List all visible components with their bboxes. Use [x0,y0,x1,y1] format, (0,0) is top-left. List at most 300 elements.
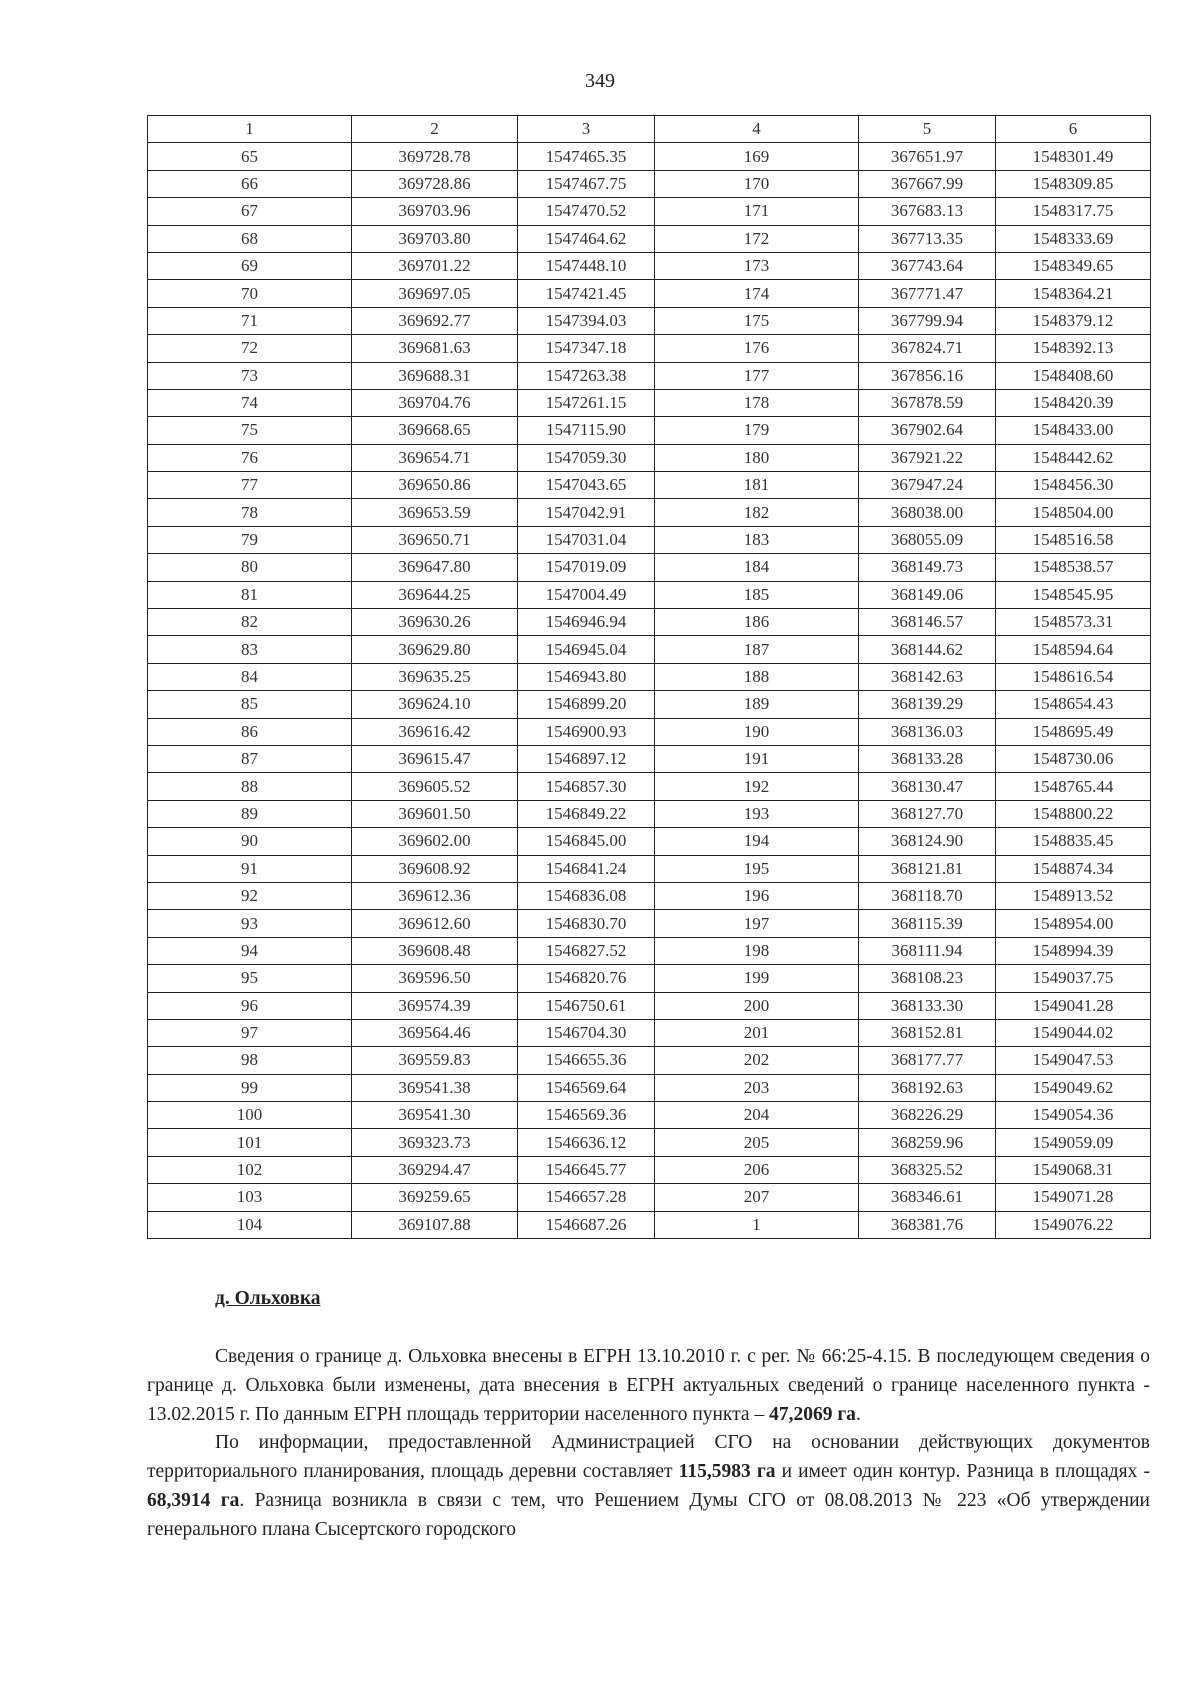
table-cell: 369294.47 [352,1156,518,1183]
table-cell: 368325.52 [859,1156,996,1183]
table-cell: 1547019.09 [518,554,655,581]
table-cell: 79 [148,526,352,553]
table-cell: 68 [148,225,352,252]
table-cell: 1546849.22 [518,800,655,827]
table-cell: 369564.46 [352,1019,518,1046]
table-cell: 1548800.22 [996,800,1151,827]
table-cell: 1547470.52 [518,198,655,225]
table-row [148,307,1151,334]
table-cell: 1548913.52 [996,882,1151,909]
table-row [148,1211,1151,1238]
table-cell: 1547448.10 [518,252,655,279]
table-cell: 369259.65 [352,1184,518,1211]
table-cell: 99 [148,1074,352,1101]
table-cell: 369703.80 [352,225,518,252]
table-cell: 368142.63 [859,663,996,690]
table-cell: 1548545.95 [996,581,1151,608]
table-cell: 1548695.49 [996,718,1151,745]
table-cell: 65 [148,143,352,170]
table-cell: 369323.73 [352,1129,518,1156]
table-cell: 91 [148,855,352,882]
table-cell: 369728.86 [352,170,518,197]
table-row [148,828,1151,855]
table-cell: 368127.70 [859,800,996,827]
table-cell: 189 [655,691,859,718]
table-cell: 190 [655,718,859,745]
table-cell: 1548349.65 [996,252,1151,279]
table-cell: 1546899.20 [518,691,655,718]
column-header: 6 [996,116,1151,143]
table-cell: 81 [148,581,352,608]
table-cell: 202 [655,1047,859,1074]
column-header: 1 [148,116,352,143]
table-cell: 95 [148,965,352,992]
column-header: 5 [859,116,996,143]
table-cell: 367683.13 [859,198,996,225]
table-row [148,937,1151,964]
table-cell: 367743.64 [859,252,996,279]
table-cell: 369644.25 [352,581,518,608]
table-cell: 1546830.70 [518,910,655,937]
table-cell: 1548616.54 [996,663,1151,690]
table-cell: 369630.26 [352,609,518,636]
table-cell: 1546820.76 [518,965,655,992]
table-cell: 1546946.94 [518,609,655,636]
table-cell: 1546900.93 [518,718,655,745]
table-cell: 90 [148,828,352,855]
column-header: 4 [655,116,859,143]
table-cell: 172 [655,225,859,252]
table-cell: 1548301.49 [996,143,1151,170]
table-cell: 368226.29 [859,1102,996,1129]
table-row [148,198,1151,225]
table-cell: 66 [148,170,352,197]
table-row [148,855,1151,882]
table-cell: 1 [655,1211,859,1238]
table-cell: 367713.35 [859,225,996,252]
table-cell: 368115.39 [859,910,996,937]
table-cell: 1548516.58 [996,526,1151,553]
table-cell: 77 [148,472,352,499]
section-body [147,1343,1150,1545]
table-cell: 1548538.57 [996,554,1151,581]
table-cell: 1548835.45 [996,828,1151,855]
table-cell: 185 [655,581,859,608]
table-cell: 1546687.26 [518,1211,655,1238]
table-cell: 369559.83 [352,1047,518,1074]
table-cell: 369608.92 [352,855,518,882]
table-cell: 98 [148,1047,352,1074]
table-cell: 1547467.75 [518,170,655,197]
table-cell: 1546569.36 [518,1102,655,1129]
table-cell: 369629.80 [352,636,518,663]
table-cell: 182 [655,499,859,526]
table-cell: 368192.63 [859,1074,996,1101]
table-cell: 1547263.38 [518,362,655,389]
table-cell: 205 [655,1129,859,1156]
table-cell: 1547261.15 [518,389,655,416]
table-cell: 67 [148,198,352,225]
table-row [148,581,1151,608]
table-cell: 192 [655,773,859,800]
table-cell: 1549041.28 [996,992,1151,1019]
table-cell: 199 [655,965,859,992]
table-cell: 1548317.75 [996,198,1151,225]
table-cell: 1547421.45 [518,280,655,307]
table-cell: 369650.71 [352,526,518,553]
table-row [148,143,1151,170]
table-cell: 368130.47 [859,773,996,800]
table-cell: 83 [148,636,352,663]
table-row [148,718,1151,745]
table-cell: 74 [148,389,352,416]
table-cell: 1549068.31 [996,1156,1151,1183]
table-cell: 94 [148,937,352,964]
table-cell: 87 [148,745,352,772]
table-cell: 173 [655,252,859,279]
table-cell: 1548433.00 [996,417,1151,444]
table-cell: 368152.81 [859,1019,996,1046]
table-cell: 196 [655,882,859,909]
table-cell: 195 [655,855,859,882]
table-cell: 368133.30 [859,992,996,1019]
table-cell: 180 [655,444,859,471]
table-cell: 369541.38 [352,1074,518,1101]
table-cell: 1547347.18 [518,335,655,362]
table-cell: 1546704.30 [518,1019,655,1046]
table-cell: 367878.59 [859,389,996,416]
table-cell: 368149.06 [859,581,996,608]
table-cell: 1549059.09 [996,1129,1151,1156]
table-cell: 1547059.30 [518,444,655,471]
table-cell: 97 [148,1019,352,1046]
table-cell: 1547004.49 [518,581,655,608]
table-row [148,170,1151,197]
table-cell: 86 [148,718,352,745]
table-cell: 88 [148,773,352,800]
coordinates-table [147,115,1151,1239]
table-cell: 368346.61 [859,1184,996,1211]
table-cell: 1549037.75 [996,965,1151,992]
table-cell: 368144.62 [859,636,996,663]
table-cell: 1548654.43 [996,691,1151,718]
table-cell: 100 [148,1102,352,1129]
table-row [148,663,1151,690]
table-cell: 368055.09 [859,526,996,553]
table-cell: 368177.77 [859,1047,996,1074]
table-cell: 369688.31 [352,362,518,389]
table-cell: 1548364.21 [996,280,1151,307]
table-cell: 193 [655,800,859,827]
table-cell: 177 [655,362,859,389]
table-cell: 368121.81 [859,855,996,882]
table-cell: 93 [148,910,352,937]
table-cell: 103 [148,1184,352,1211]
table-cell: 368136.03 [859,718,996,745]
table-cell: 76 [148,444,352,471]
table-cell: 368381.76 [859,1211,996,1238]
table-row [148,1102,1151,1129]
table-cell: 1549047.53 [996,1047,1151,1074]
table-cell: 179 [655,417,859,444]
paragraph-text: и имеет один контур. Разница в площадях - [775,1461,1150,1483]
table-cell: 1548874.34 [996,855,1151,882]
table-cell: 369701.22 [352,252,518,279]
page-number: 349 [585,70,615,92]
table-cell: 368146.57 [859,609,996,636]
paragraph-text: Сведения о границе д. Ольховка внесены в ЕГРН 13.10.2010 г. с рег. № 66:25-4.15. В последующем сведения о границе д. Ольховка были изменены, дата внесения в ЕГРН актуальных сведений о границе населенного пункта - 13.02.2015 г. По данным ЕГРН площадь территории населенного пункта – [147,1346,1150,1425]
table-cell: 367667.99 [859,170,996,197]
table-cell: 369654.71 [352,444,518,471]
table-cell: 1548392.13 [996,335,1151,362]
table-cell: 101 [148,1129,352,1156]
table-cell: 368139.29 [859,691,996,718]
table-cell: 368111.94 [859,937,996,964]
table-row [148,335,1151,362]
table-cell: 84 [148,663,352,690]
table-row [148,1047,1151,1074]
table-row [148,882,1151,909]
table-cell: 1546645.77 [518,1156,655,1183]
table-cell: 369602.00 [352,828,518,855]
table-cell: 1547464.62 [518,225,655,252]
table-cell: 369681.63 [352,335,518,362]
table-cell: 1547394.03 [518,307,655,334]
table-cell: 96 [148,992,352,1019]
table-cell: 72 [148,335,352,362]
table-cell: 1548504.00 [996,499,1151,526]
table-cell: 367799.94 [859,307,996,334]
table-cell: 78 [148,499,352,526]
table-row [148,472,1151,499]
table-cell: 369668.65 [352,417,518,444]
table-cell: 92 [148,882,352,909]
table-row [148,636,1151,663]
paragraph-text: . Разница возникла в связи с тем, что Решением Думы СГО от 08.08.2013 № 223 «Об утверждении генерального плана Сысертского городского [147,1489,1150,1540]
table-cell: 1548594.64 [996,636,1151,663]
table-cell: 197 [655,910,859,937]
table-cell: 1547115.90 [518,417,655,444]
table-cell: 69 [148,252,352,279]
table-cell: 369692.77 [352,307,518,334]
table-cell: 181 [655,472,859,499]
table-cell: 1547031.04 [518,526,655,553]
table-cell: 368133.28 [859,745,996,772]
table-cell: 1549071.28 [996,1184,1151,1211]
table-cell: 369615.47 [352,745,518,772]
table-cell: 369605.52 [352,773,518,800]
table-cell: 368149.73 [859,554,996,581]
table-cell: 1548573.31 [996,609,1151,636]
table-row [148,1156,1151,1183]
table-cell: 367902.64 [859,417,996,444]
table-cell: 191 [655,745,859,772]
table-row [148,252,1151,279]
table-cell: 369703.96 [352,198,518,225]
table-cell: 171 [655,198,859,225]
table-cell: 186 [655,609,859,636]
table-cell: 73 [148,362,352,389]
table-cell: 169 [655,143,859,170]
table-cell: 369647.80 [352,554,518,581]
table-cell: 367947.24 [859,472,996,499]
table-cell: 368124.90 [859,828,996,855]
table-row [148,280,1151,307]
table-row [148,800,1151,827]
table-row [148,417,1151,444]
table-cell: 1549054.36 [996,1102,1151,1129]
table-cell: 75 [148,417,352,444]
table-cell: 369541.30 [352,1102,518,1129]
table-cell: 369616.42 [352,718,518,745]
table-cell: 204 [655,1102,859,1129]
table-cell: 367771.47 [859,280,996,307]
table-cell: 369728.78 [352,143,518,170]
table-row [148,389,1151,416]
table-row [148,691,1151,718]
table-cell: 369596.50 [352,965,518,992]
table-cell: 369650.86 [352,472,518,499]
table-cell: 183 [655,526,859,553]
table-cell: 1546945.04 [518,636,655,663]
table-cell: 1546857.30 [518,773,655,800]
table-cell: 369624.10 [352,691,518,718]
table-cell: 178 [655,389,859,416]
table-header-row [148,116,1151,143]
table-cell: 1548994.39 [996,937,1151,964]
table-cell: 201 [655,1019,859,1046]
table-cell: 1546897.12 [518,745,655,772]
table-cell: 203 [655,1074,859,1101]
table-cell: 170 [655,170,859,197]
table-row [148,745,1151,772]
column-header: 2 [352,116,518,143]
table-row [148,1184,1151,1211]
table-cell: 71 [148,307,352,334]
table-cell: 1548954.00 [996,910,1151,937]
table-cell: 1549049.62 [996,1074,1151,1101]
table-cell: 188 [655,663,859,690]
table-row [148,554,1151,581]
table-cell: 104 [148,1211,352,1238]
table-cell: 70 [148,280,352,307]
table-cell: 1548420.39 [996,389,1151,416]
table-cell: 1546836.08 [518,882,655,909]
table-cell: 369612.36 [352,882,518,909]
table-cell: 1548765.44 [996,773,1151,800]
table-cell: 1548379.12 [996,307,1151,334]
village-area-value: 115,5983 га [678,1461,776,1483]
table-cell: 1547042.91 [518,499,655,526]
table-cell: 368108.23 [859,965,996,992]
table-cell: 369107.88 [352,1211,518,1238]
table-cell: 369608.48 [352,937,518,964]
table-row [148,362,1151,389]
table-cell: 1548309.85 [996,170,1151,197]
table-cell: 369574.39 [352,992,518,1019]
table-cell: 1549044.02 [996,1019,1151,1046]
table-cell: 1547043.65 [518,472,655,499]
table-row [148,444,1151,471]
table-cell: 176 [655,335,859,362]
table-cell: 207 [655,1184,859,1211]
table-row [148,965,1151,992]
table-cell: 1548456.30 [996,472,1151,499]
table-row [148,1019,1151,1046]
table-row [148,910,1151,937]
table-cell: 369612.60 [352,910,518,937]
table-cell: 184 [655,554,859,581]
table-cell: 89 [148,800,352,827]
table-cell: 102 [148,1156,352,1183]
table-cell: 369697.05 [352,280,518,307]
table-cell: 206 [655,1156,859,1183]
table-cell: 198 [655,937,859,964]
table-row [148,992,1151,1019]
table-cell: 1546750.61 [518,992,655,1019]
table-cell: 1546845.00 [518,828,655,855]
table-row [148,773,1151,800]
table-cell: 367651.97 [859,143,996,170]
paragraph-text: По информации, предоставленной Администрацией СГО на основании действующих документов территориального планирования, площадь деревни составляет [147,1432,1150,1483]
table-cell: 368038.00 [859,499,996,526]
table-cell: 1546569.64 [518,1074,655,1101]
table-cell: 1546943.80 [518,663,655,690]
table-cell: 1547465.35 [518,143,655,170]
table-cell: 187 [655,636,859,663]
table-cell: 369635.25 [352,663,518,690]
paragraph-admin-info [147,1429,1150,1544]
table-row [148,1129,1151,1156]
table-cell: 369601.50 [352,800,518,827]
table-row [148,526,1151,553]
table-cell: 368118.70 [859,882,996,909]
table-cell: 369704.76 [352,389,518,416]
section-heading: д. Ольховка [215,1288,321,1309]
table-cell: 1548408.60 [996,362,1151,389]
table-cell: 367921.22 [859,444,996,471]
table-cell: 200 [655,992,859,1019]
table-cell: 1546655.36 [518,1047,655,1074]
table-row [148,499,1151,526]
area-difference-value: 68,3914 га [147,1489,240,1511]
paragraph-egrn-info [147,1343,1150,1429]
table-cell: 175 [655,307,859,334]
table-cell: 367824.71 [859,335,996,362]
column-header: 3 [518,116,655,143]
table-cell: 369653.59 [352,499,518,526]
table-cell: 1546841.24 [518,855,655,882]
table-cell: 367856.16 [859,362,996,389]
table-cell: 82 [148,609,352,636]
table-cell: 194 [655,828,859,855]
table-row [148,225,1151,252]
table-cell: 80 [148,554,352,581]
table-cell: 368259.96 [859,1129,996,1156]
table-cell: 1546657.28 [518,1184,655,1211]
table-cell: 174 [655,280,859,307]
table-cell: 1546827.52 [518,937,655,964]
table-cell: 1549076.22 [996,1211,1151,1238]
table-row [148,1074,1151,1101]
egrn-area-value: 47,2069 га [769,1403,856,1425]
table-cell: 1546636.12 [518,1129,655,1156]
table-cell: 1548442.62 [996,444,1151,471]
paragraph-end: . [855,1403,861,1425]
table-cell: 1548333.69 [996,225,1151,252]
table-cell: 1548730.06 [996,745,1151,772]
table-cell: 85 [148,691,352,718]
